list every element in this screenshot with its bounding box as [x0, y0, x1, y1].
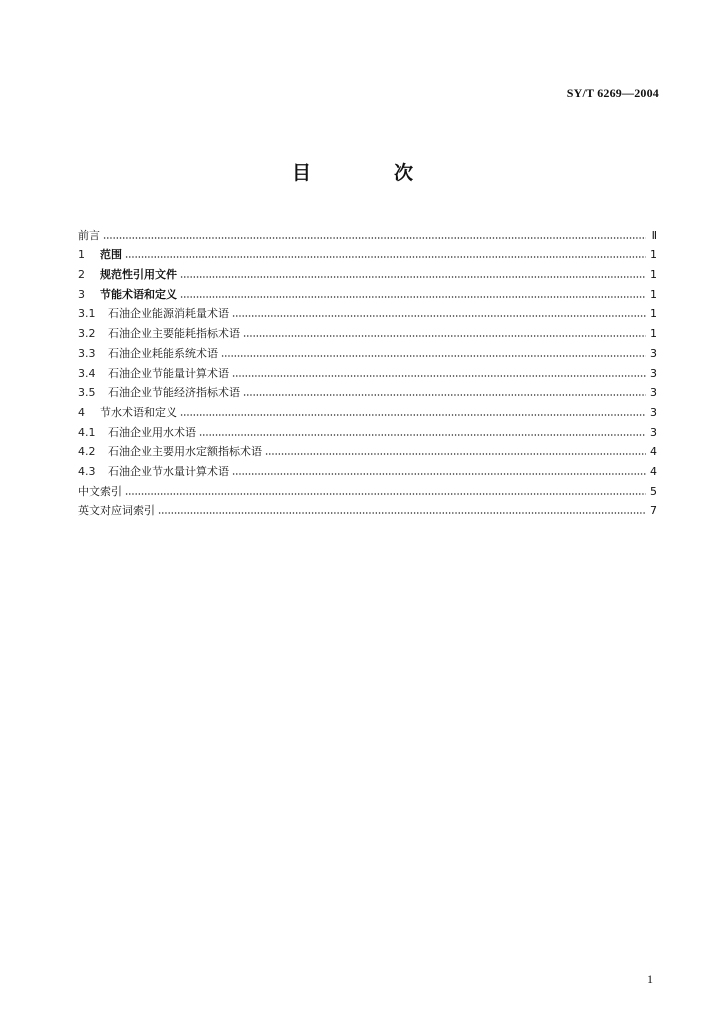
toc-entry[interactable] [78, 261, 657, 281]
toc-entry-number: 3.1 [78, 307, 96, 321]
toc-entry-page: 3 [650, 386, 657, 400]
toc-entry-number: 3.5 [78, 386, 96, 400]
toc-dot-leader [125, 256, 646, 258]
toc-entry-page: 1 [650, 248, 657, 262]
toc-entry-page: 3 [650, 425, 657, 439]
toc-dot-leader [265, 453, 646, 455]
toc-title: 目 次 [291, 162, 445, 184]
toc-entry[interactable] [78, 242, 657, 262]
toc-entry-page: 1 [650, 268, 657, 282]
toc-entry[interactable] [78, 458, 657, 478]
toc-entry[interactable] [78, 380, 657, 400]
toc-entry-page: 3 [650, 405, 657, 419]
toc-dot-leader [158, 512, 646, 514]
toc-entry-label: 石油企业节水量计算术语 [108, 464, 229, 478]
toc-entry-page: 3 [650, 366, 657, 380]
toc-entry-number: 3 [78, 287, 85, 301]
toc-entry-label: 石油企业主要能耗指标术语 [108, 327, 240, 341]
toc-entry[interactable] [78, 360, 657, 380]
toc-entry[interactable] [78, 478, 657, 498]
toc-dot-leader [103, 237, 646, 239]
table-of-contents [78, 222, 657, 517]
toc-entry-number: 4 [78, 405, 85, 419]
toc-entry-page: 7 [650, 504, 657, 518]
toc-entry-label: 规范性引用文件 [100, 268, 177, 282]
toc-dot-leader [199, 434, 646, 436]
toc-entry-label: 节水术语和定义 [100, 405, 177, 419]
toc-entry-page: 5 [650, 484, 657, 498]
toc-entry-label: 石油企业主要用水定额指标术语 [108, 445, 262, 459]
toc-entry-label: 范围 [100, 248, 122, 262]
toc-entry-number: 3.4 [78, 366, 96, 380]
toc-entry-page: 1 [650, 307, 657, 321]
page-number: 1 [647, 972, 653, 986]
toc-entry-label: 英文对应词索引 [78, 504, 155, 518]
toc-entry-number: 2 [78, 268, 85, 282]
toc-entry[interactable] [78, 498, 657, 518]
standard-code: SY/T 6269—2004 [566, 86, 659, 100]
toc-entry-label: 石油企业节能经济指标术语 [108, 386, 240, 400]
toc-entry-label: 中文索引 [78, 484, 122, 498]
toc-dot-leader [243, 335, 646, 337]
toc-entry[interactable] [78, 320, 657, 340]
toc-entry-page: Ⅱ [651, 228, 657, 242]
toc-dot-leader [180, 276, 646, 278]
toc-entry-number: 4.1 [78, 425, 96, 439]
toc-dot-leader [221, 355, 646, 357]
toc-entry[interactable] [78, 281, 657, 301]
toc-entry-page: 3 [650, 346, 657, 360]
toc-dot-leader [232, 375, 646, 377]
toc-entry-label: 石油企业节能量计算术语 [108, 366, 229, 380]
toc-entry-label: 石油企业耗能系统术语 [108, 346, 218, 360]
toc-entry-label: 石油企业能源消耗量术语 [108, 307, 229, 321]
toc-entry[interactable] [78, 439, 657, 459]
toc-entry-label: 节能术语和定义 [100, 287, 177, 301]
toc-entry-page: 4 [650, 464, 657, 478]
toc-entry-page: 1 [650, 287, 657, 301]
toc-entry-number: 3.2 [78, 327, 96, 341]
toc-entry[interactable] [78, 419, 657, 439]
toc-entry-number: 1 [78, 248, 85, 262]
toc-entry[interactable] [78, 222, 657, 242]
toc-dot-leader [125, 493, 646, 495]
toc-entry-page: 4 [650, 445, 657, 459]
toc-entry-page: 1 [650, 327, 657, 341]
toc-entry[interactable] [78, 340, 657, 360]
toc-entry[interactable] [78, 399, 657, 419]
toc-dot-leader [243, 394, 646, 396]
toc-entry-number: 4.3 [78, 464, 96, 478]
toc-entry-label: 石油企业用水术语 [108, 425, 196, 439]
toc-dot-leader [232, 315, 646, 317]
toc-entry-label: 前言 [78, 228, 100, 242]
toc-dot-leader [232, 473, 646, 475]
toc-entry-number: 4.2 [78, 445, 96, 459]
toc-dot-leader [180, 414, 646, 416]
toc-entry[interactable] [78, 301, 657, 321]
toc-entry-number: 3.3 [78, 346, 96, 360]
toc-dot-leader [180, 296, 646, 298]
